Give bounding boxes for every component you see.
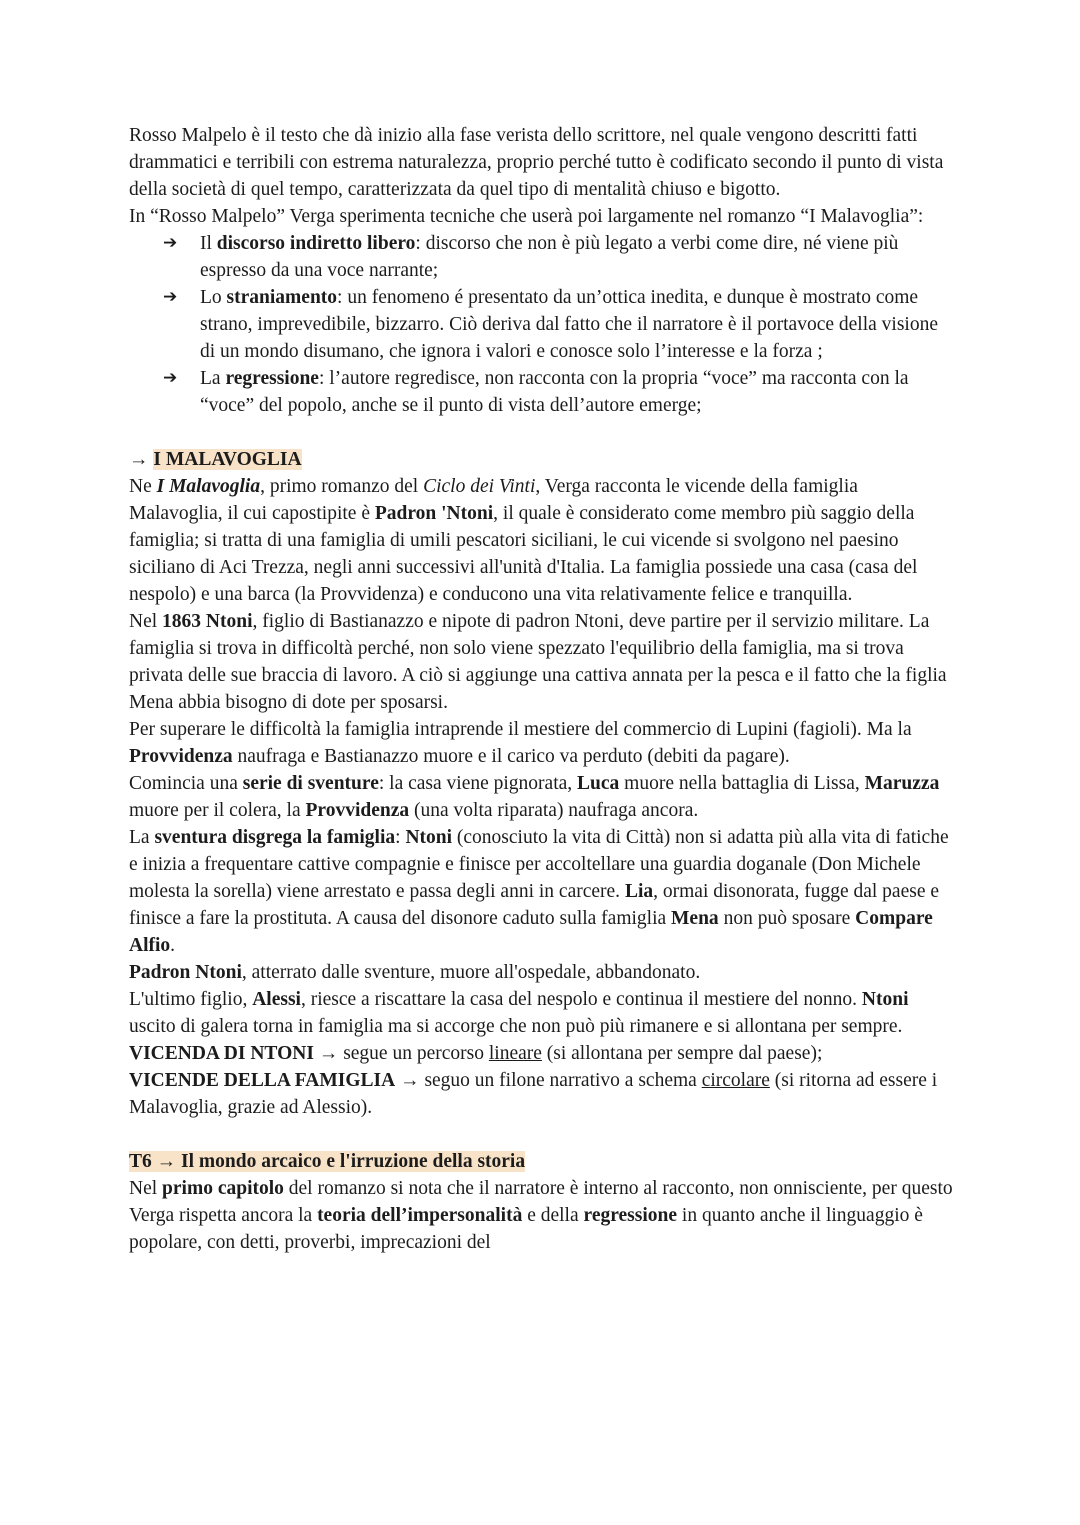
- document-body: [129, 122, 953, 1256]
- text-run: , riesce a riscattare la casa del nespolo e continua il mestiere del nonno.: [300, 989, 862, 1010]
- section-heading: [129, 1148, 953, 1175]
- text-run: Lia: [624, 881, 654, 902]
- text-run: serie di sventure: [242, 773, 379, 794]
- text-run: I Malavoglia: [156, 476, 261, 497]
- text-run: Comincia una: [129, 773, 243, 794]
- bullet-list: [129, 230, 953, 419]
- paragraph: [129, 959, 953, 986]
- text-run: , primo romanzo del: [260, 476, 424, 497]
- list-item-text: [200, 368, 909, 416]
- paragraph: [129, 1067, 953, 1121]
- paragraph: [129, 473, 953, 608]
- text-run: lineare: [488, 1043, 542, 1064]
- text-run: Ntoni: [861, 989, 909, 1010]
- list-item: [129, 230, 953, 284]
- text-run: Ciclo dei Vinti: [423, 476, 536, 497]
- paragraph: [129, 1175, 953, 1256]
- text-run: :: [395, 827, 406, 848]
- list-item-text: [200, 287, 938, 362]
- text-run: muore per il colera, la: [129, 800, 306, 821]
- text-run: circolare: [701, 1070, 770, 1091]
- text-run: , figlio di Bastianazzo e nipote di padron Ntoni, deve partire per il servizio militare. La famiglia si trova in difficoltà perché, non solo viene spezzato l'equilibrio della famiglia, ma si trova privata delle sue braccia di lavoro. A ciò si aggiunge una cattiva annata per la pesca e il fatto che la figlia Mena abbia bisogno di dote per sposarsi.: [129, 611, 947, 713]
- text-run: VICENDA DI NTONI: [129, 1043, 314, 1064]
- text-run: Alessi: [252, 989, 301, 1010]
- text-run: (si ritorna ad essere i Malavoglia, grazie ad Alessio).: [129, 1070, 938, 1118]
- text-run: L'ultimo figlio,: [129, 989, 253, 1010]
- list-item-text: [200, 233, 898, 281]
- text-run: (conosciuto la vita di Città) non si adatta più alla vita di fatiche e inizia a frequentare cattive compagnie e finisce per accoltellare una guardia doganale (Don Michele molesta la sorella) viene arrestato e passa degli anni in carcere.: [129, 827, 949, 902]
- text-run: del romanzo si nota che il narratore è interno al racconto, non onnisciente, per questo Verga rispetta ancora la: [129, 1178, 953, 1226]
- text-run: Maruzza: [864, 773, 940, 794]
- text-run: (una volta riparata) naufraga ancora.: [409, 800, 699, 821]
- text-run: Rosso Malpelo è il testo che dà inizio alla fase verista dello scrittore, nel quale vengono descritti fatti drammatici e terribili con estrema naturalezza, proprio perché tutto è codificato secondo il punto di vista della società di quel tempo, caratterizzata da quel tipo di mentalità chiuso e bigotto.: [129, 125, 944, 200]
- text-run: .: [170, 935, 176, 956]
- blank-line: [129, 419, 953, 446]
- text-run: : un fenomeno é presentato da un’ottica inedita, e dunque è mostrato come strano, imprevedibile, bizzarro. Ciò deriva dal fatto che il narratore è il portavoce della visione di un mondo disumano, che ignora i valori e conosce solo l’interesse e la forza ;: [200, 287, 939, 362]
- blank-line: [129, 1121, 953, 1148]
- text-run: → seguo un filone narrativo a schema: [395, 1070, 702, 1091]
- text-run: 1863 Ntoni: [162, 611, 253, 632]
- arrow-bullet-icon: ➔: [163, 287, 178, 307]
- text-run: non può sposare: [718, 908, 856, 929]
- list-item: [129, 365, 953, 419]
- text-run: e della: [522, 1205, 584, 1226]
- text-run: La: [129, 827, 155, 848]
- text-run: Ntoni: [405, 827, 453, 848]
- text-run: →: [129, 449, 154, 470]
- text-run: muore nella battaglia di Lissa,: [619, 773, 865, 794]
- text-run: Nel: [129, 611, 163, 632]
- text-run: Mena: [671, 908, 719, 929]
- text-run: discorso indiretto libero: [216, 233, 416, 254]
- text-run: in quanto anche il linguaggio è popolare, con detti, proverbi, imprecazioni del: [129, 1205, 923, 1253]
- text-run: (si allontana per sempre dal paese);: [541, 1043, 823, 1064]
- text-run: primo capitolo: [162, 1178, 284, 1199]
- text-run: T6 → Il mondo arcaico e l'irruzione della storia: [129, 1151, 526, 1172]
- text-run: : l’autore regredisce, non racconta con la propria “voce” ma racconta con la “voce” del popolo, anche se il punto di vista dell’autore emerge;: [200, 368, 909, 416]
- list-item: [129, 284, 953, 365]
- paragraph: [129, 608, 953, 716]
- text-run: VICENDE DELLA FAMIGLIA: [129, 1070, 396, 1091]
- text-run: regressione: [583, 1205, 678, 1226]
- text-run: : la casa viene pignorata,: [378, 773, 578, 794]
- text-run: I MALAVOGLIA: [153, 449, 302, 470]
- text-run: Luca: [577, 773, 620, 794]
- text-run: , Verga racconta le vicende della famiglia Malavoglia, il cui capostipite è: [129, 476, 858, 524]
- text-run: sventura disgrega la famiglia: [154, 827, 396, 848]
- text-run: straniamento: [226, 287, 338, 308]
- text-run: → segue un percorso: [313, 1043, 489, 1064]
- arrow-bullet-icon: ➔: [163, 233, 178, 253]
- section-heading: [129, 446, 953, 473]
- text-run: Nel: [129, 1178, 163, 1199]
- text-run: Provvidenza: [129, 746, 233, 767]
- text-run: teoria dell’impersonalità: [317, 1205, 523, 1226]
- text-run: La: [200, 368, 226, 389]
- text-run: regressione: [225, 368, 319, 389]
- text-run: Lo: [200, 287, 227, 308]
- text-run: , il quale è considerato come membro più saggio della famiglia; si tratta di una famiglia di umili pescatori siciliani, le cui vicende si svolgono nel paesino siciliano di Aci Trezza, negli anni successivi all'unità d'Italia. La famiglia possiede una casa (casa del nespolo) e una barca (la Provvidenza) e conducono una vita relativamente felice e tranquilla.: [129, 503, 918, 605]
- text-run: Il: [200, 233, 217, 254]
- paragraph: [129, 824, 953, 959]
- text-run: Compare Alfio: [129, 908, 933, 956]
- text-run: uscito di galera torna in famiglia ma si accorge che non può più rimanere e si allontana per sempre.: [129, 1016, 903, 1037]
- text-run: Per superare le difficoltà la famiglia intraprende il mestiere del commercio di Lupini (fagioli). Ma la: [129, 719, 912, 740]
- text-run: naufraga e Bastianazzo muore e il carico va perduto (debiti da pagare).: [232, 746, 790, 767]
- paragraph: [129, 203, 953, 230]
- text-run: : discorso che non è più legato a verbi come dire, né viene più espresso da una voce narrante;: [200, 233, 899, 281]
- paragraph: [129, 986, 953, 1040]
- text-run: Padron Ntoni: [129, 962, 242, 983]
- text-run: , ormai disonorata, fugge dal paese e finisce a fare la prostituta. A causa del disonore caduto sulla famiglia: [129, 881, 940, 929]
- paragraph: [129, 1040, 953, 1067]
- text-run: Provvidenza: [305, 800, 410, 821]
- paragraph: [129, 716, 953, 770]
- paragraph: [129, 770, 953, 824]
- text-run: In “Rosso Malpelo” Verga sperimenta tecniche che userà poi largamente nel romanzo “I Malavoglia”:: [129, 206, 924, 227]
- arrow-bullet-icon: ➔: [163, 368, 178, 388]
- text-run: , atterrato dalle sventure, muore all'ospedale, abbandonato.: [241, 962, 701, 983]
- text-run: Padron 'Ntoni: [374, 503, 494, 524]
- paragraph: [129, 122, 953, 203]
- text-run: Ne: [129, 476, 157, 497]
